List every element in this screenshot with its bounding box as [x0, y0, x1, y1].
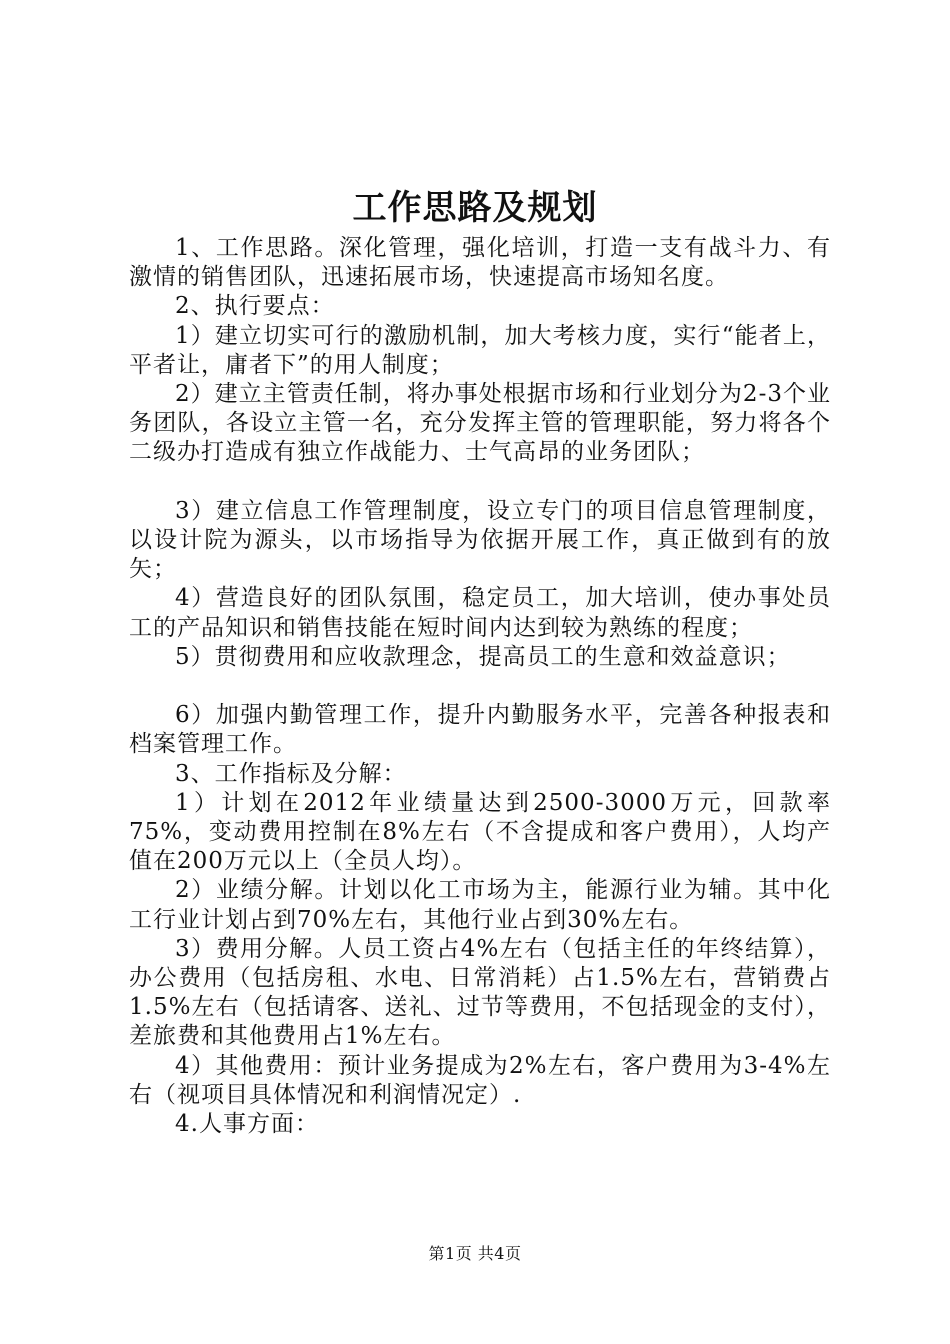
paragraph: 2、执行要点：: [175, 293, 335, 320]
paragraph: 3、工作指标及分解：: [175, 760, 407, 787]
page-number-footer: 第1页 共4页: [428, 1244, 522, 1263]
paragraph: 4.人事方面：: [175, 1111, 319, 1138]
paragraph: 2）业绩分解。计划以化工市场为主，能源行业为辅。其中化工行业计划占到70%左右，其他行业占到30%左右。: [129, 877, 831, 933]
paragraph: 3）费用分解。人员工资占4%左右（包括主任的年终结算），办公费用（包括房租、水电、日常消耗）占1.5%左右，营销费占1.5%左右（包括请客、送礼、过节等费用，不包括现金的支付），差旅费和其他费用占1%左右。: [129, 935, 831, 1050]
paragraph: 6）加强内勤管理工作，提升内勤服务水平，完善各种报表和档案管理工作。: [129, 702, 831, 758]
paragraph: 2）建立主管责任制，将办事处根据市场和行业划分为2-3个业务团队，各设立主管一名，充分发挥主管的管理职能，努力将各个二级办打造成有独立作战能力、士气高昂的业务团队；: [129, 381, 831, 466]
paragraph: 3）建立信息工作管理制度，设立专门的项目信息管理制度，以设计院为源头，以市场指导为依据开展工作，真正做到有的放矢；: [129, 497, 831, 583]
paragraph: 1）计划在2012年业绩量达到2500-3000万元，回款率75%，变动费用控制在8%左右（不含提成和客户费用），人均产值在200万元以上（全员人均）。: [129, 789, 831, 875]
paragraph: 4）其他费用：预计业务提成为2%左右，客户费用为3-4%左右（视项目具体情况和利润情况定）.: [129, 1052, 831, 1108]
paragraph: 4）营造良好的团队氛围，稳定员工，加大培训，使办事处员工的产品知识和销售技能在短时间内达到较为熟练的程度；: [129, 585, 831, 641]
paragraph: 1、工作思路。深化管理，强化培训，打造一支有战斗力、有激情的销售团队，迅速拓展市场，快速提高市场知名度。: [129, 235, 831, 291]
paragraph: 1）建立切实可行的激励机制，加大考核力度，实行“能者上，平者让，庸者下”的用人制度；: [129, 322, 831, 378]
document-body: [129, 234, 831, 1139]
page-title: 工作思路及规划: [352, 188, 598, 228]
paragraph: 5）贯彻费用和应收款理念，提高员工的生意和效益意识；: [175, 643, 791, 670]
